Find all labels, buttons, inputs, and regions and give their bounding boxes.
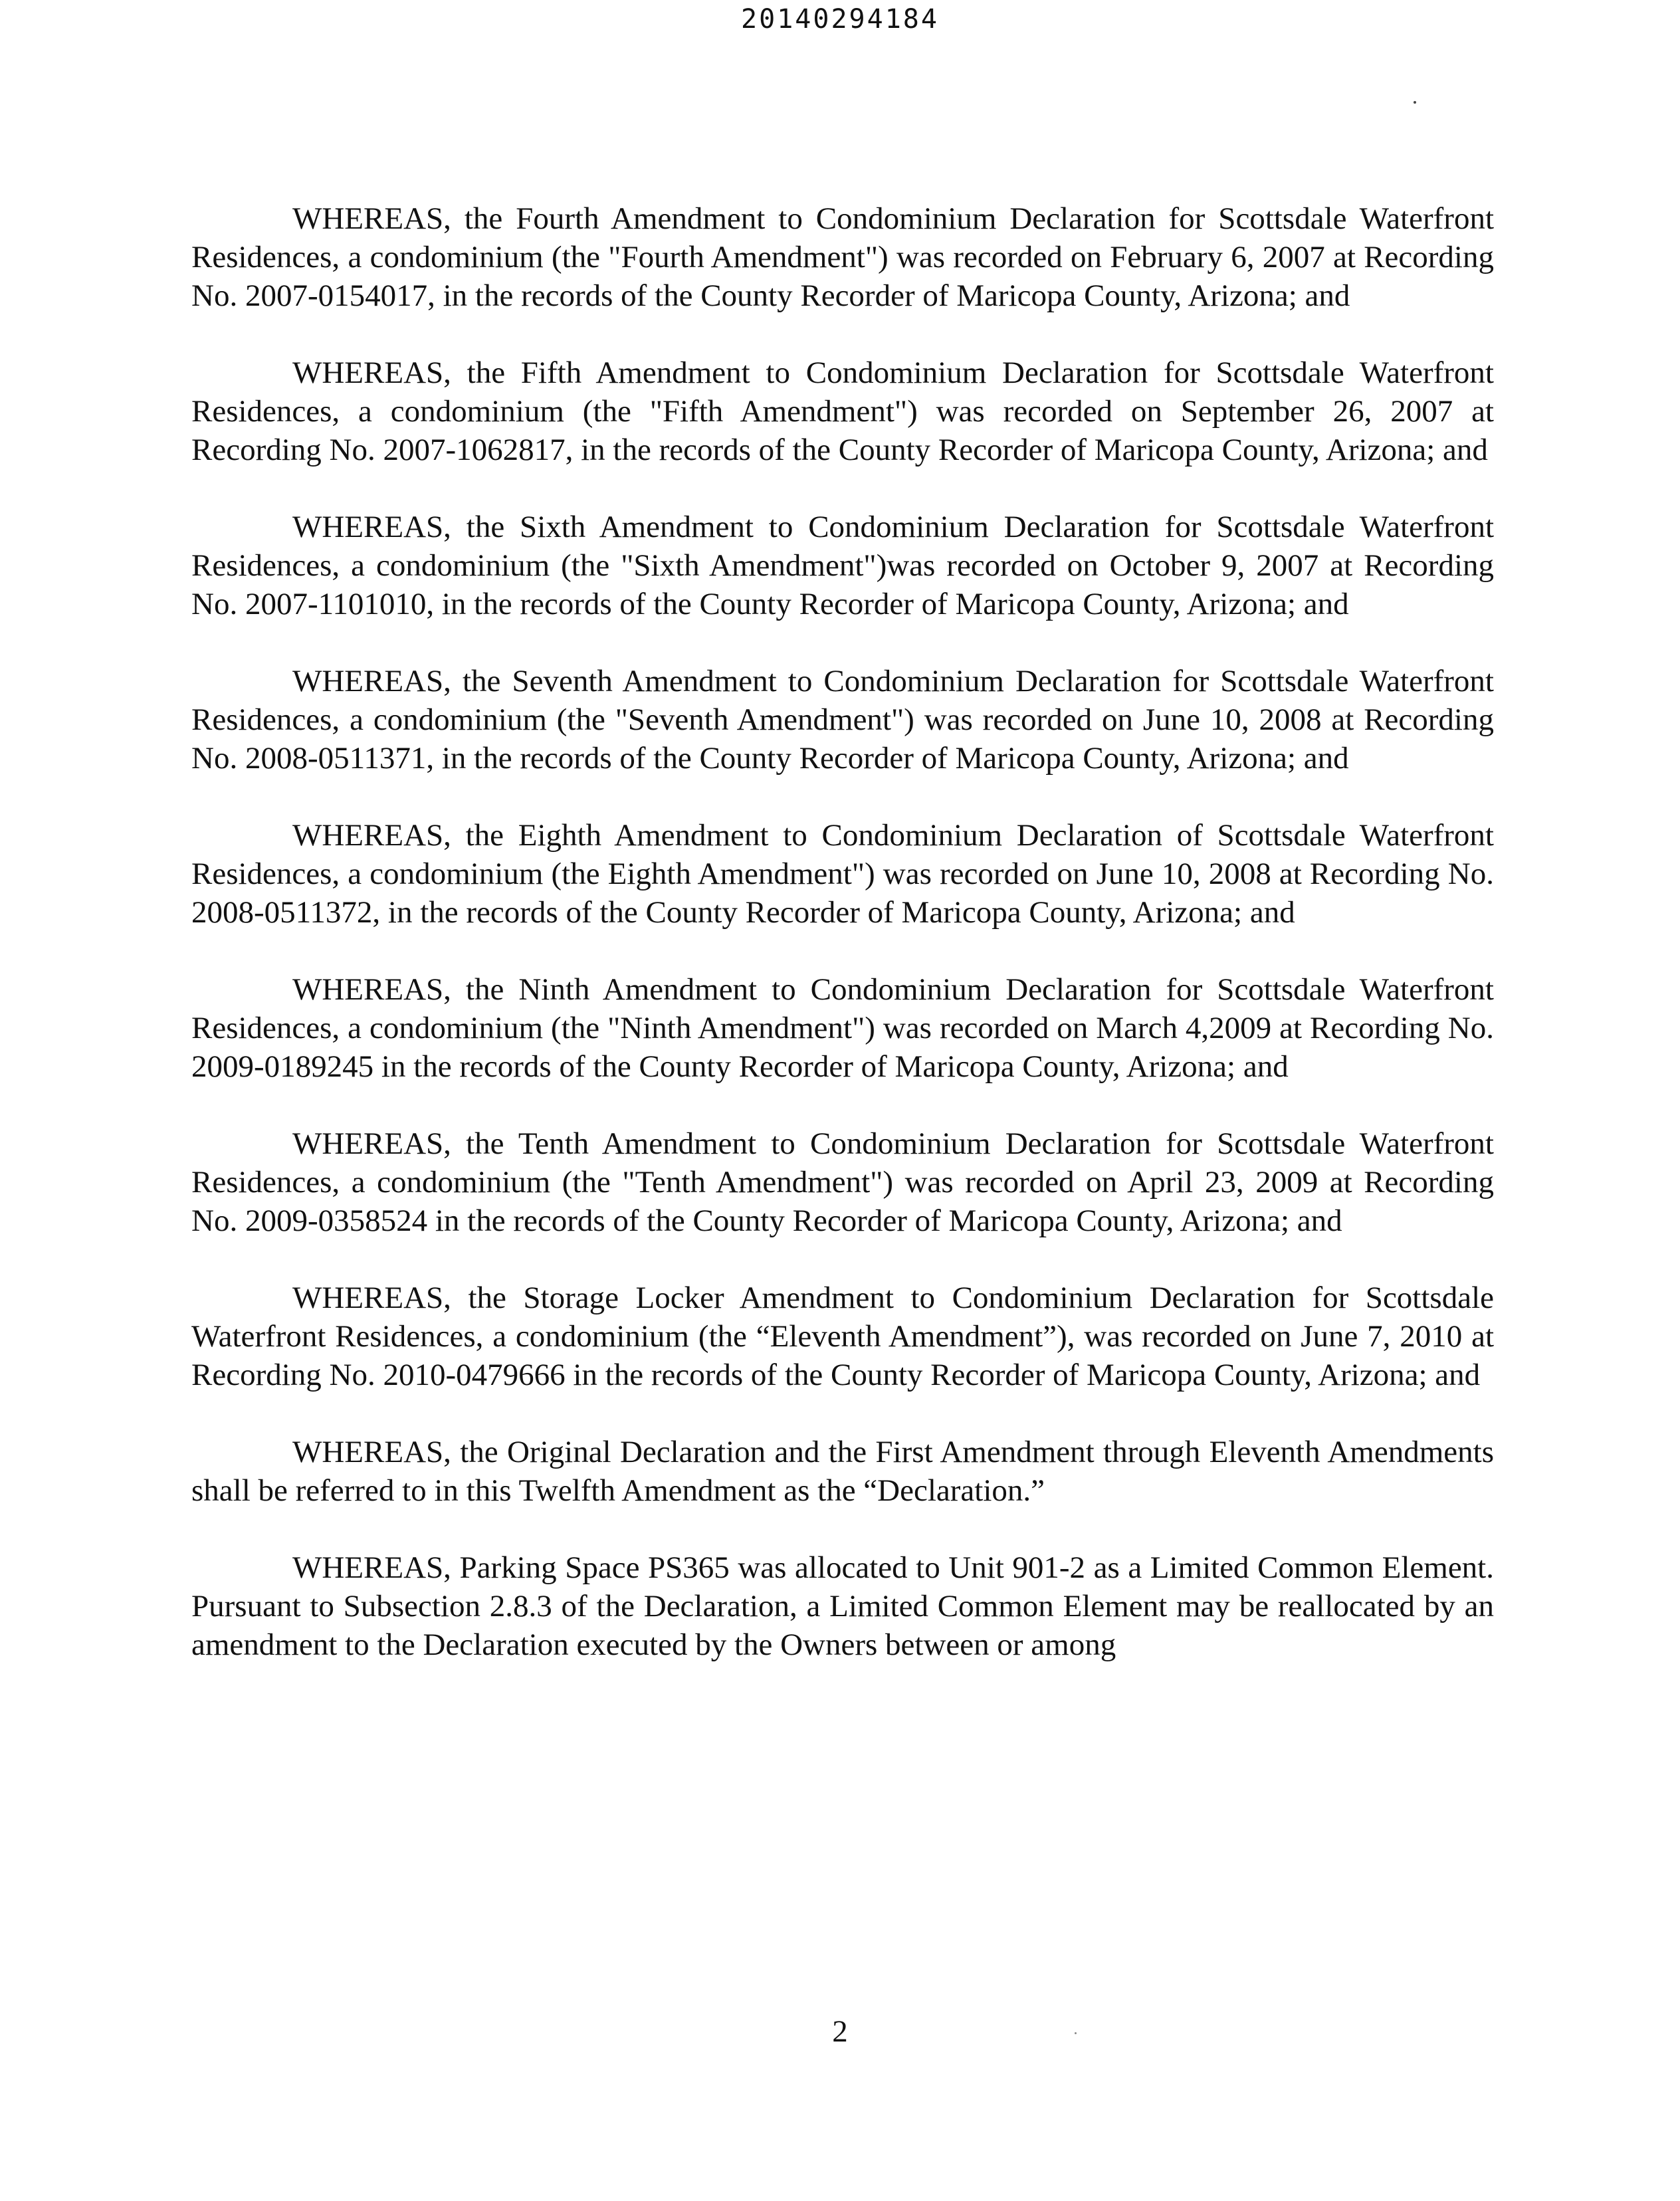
scan-speck [1075, 2032, 1077, 2034]
paragraph-sixth-amendment: WHEREAS, the Sixth Amendment to Condominium Declaration for Scottsdale Waterfront Residences, a condominium (the "Sixth Amendment")was recorded on October 9, 2007 at Recording No. 2007-1101010, in the records of the County Recorder of Maricopa County, Arizona; and [191, 510, 1494, 621]
paragraph-parking-space: WHEREAS, Parking Space PS365 was allocated to Unit 901-2 as a Limited Common Element. Pursuant to Subsection 2.8.3 of the Declaration, a Limited Common Element may be reallocated by an amendment to the Declaration executed by the Owners between or among [191, 1550, 1494, 1662]
document-body [191, 199, 1494, 1703]
paragraph-fifth-amendment: WHEREAS, the Fifth Amendment to Condominium Declaration for Scottsdale Waterfront Residences, a condominium (the "Fifth Amendment") was recorded on September 26, 2007 at Recording No. 2007-1062817, in the records of the County Recorder of Maricopa County, Arizona; and [191, 356, 1494, 467]
paragraph-declaration-definition: WHEREAS, the Original Declaration and the First Amendment through Eleventh Amendments shall be referred to in this Twelfth Amendment as the “Declaration.” [191, 1435, 1494, 1508]
paragraph-ninth-amendment: WHEREAS, the Ninth Amendment to Condominium Declaration for Scottsdale Waterfront Residences, a condominium (the "Ninth Amendment") was recorded on March 4,2009 at Recording No. 2009-0189245 in the records of the County Recorder of Maricopa County, Arizona; and [191, 972, 1494, 1084]
paragraph-seventh-amendment: WHEREAS, the Seventh Amendment to Condominium Declaration for Scottsdale Waterfront Residences, a condominium (the "Seventh Amendment") was recorded on June 10, 2008 at Recording No. 2008-0511371, in the records of the County Recorder of Maricopa County, Arizona; and [191, 664, 1494, 776]
recording-number: 20140294184 [741, 4, 939, 35]
paragraph-fourth-amendment: WHEREAS, the Fourth Amendment to Condominium Declaration for Scottsdale Waterfront Residences, a condominium (the "Fourth Amendment") was recorded on February 6, 2007 at Recording No. 2007-0154017, in the records of the County Recorder of Maricopa County, Arizona; and [191, 201, 1494, 313]
scan-speck [1414, 101, 1416, 104]
page-number: 2 [832, 2014, 848, 2049]
paragraph-eleventh-amendment: WHEREAS, the Storage Locker Amendment to Condominium Declaration for Scottsdale Waterfront Residences, a condominium (the “Eleventh Amendment”), was recorded on June 7, 2010 at Recording No. 2010-0479666 in the records of the County Recorder of Maricopa County, Arizona; and [191, 1281, 1494, 1392]
paragraph-eighth-amendment: WHEREAS, the Eighth Amendment to Condominium Declaration of Scottsdale Waterfront Residences, a condominium (the Eighth Amendment") was recorded on June 10, 2008 at Recording No. 2008-0511372, in the records of the County Recorder of Maricopa County, Arizona; and [191, 818, 1494, 930]
paragraph-tenth-amendment: WHEREAS, the Tenth Amendment to Condominium Declaration for Scottsdale Waterfront Residences, a condominium (the "Tenth Amendment") was recorded on April 23, 2009 at Recording No. 2009-0358524 in the records of the County Recorder of Maricopa County, Arizona; and [191, 1126, 1494, 1238]
